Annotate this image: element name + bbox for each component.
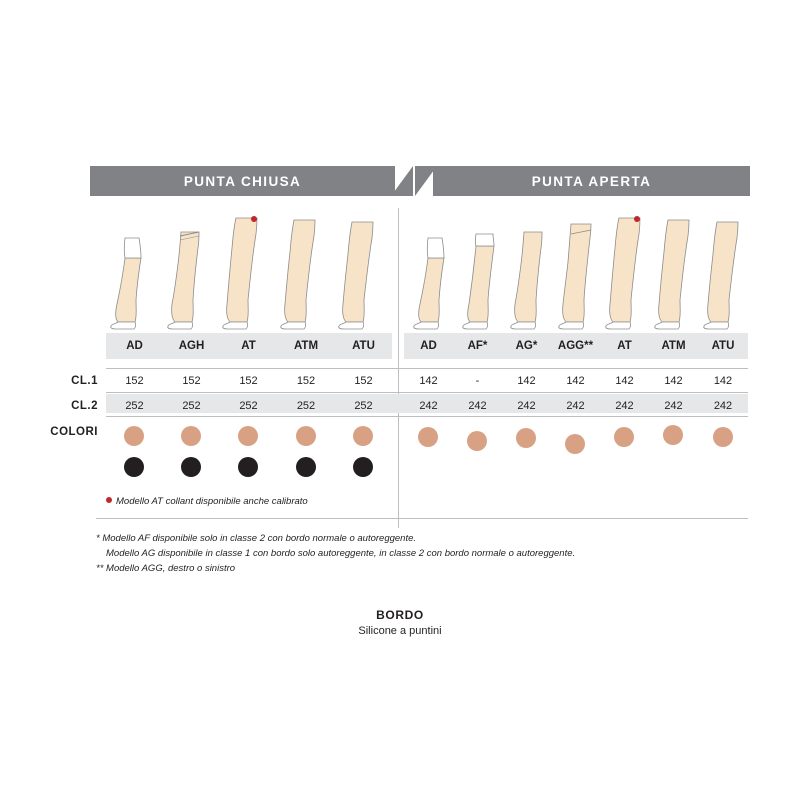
color-swatch-beige-at <box>238 426 258 446</box>
color-swatch-beige-agg <box>565 434 585 454</box>
row-label-colori: COLORI <box>50 426 98 438</box>
row-line-bottom <box>106 416 748 417</box>
code-header-af: AF* <box>467 340 488 352</box>
cl1-value-af: - <box>475 375 480 387</box>
row-line-mid <box>106 392 748 393</box>
cl2-value-atm-open: 242 <box>664 400 683 412</box>
cl2-value-ad: 252 <box>125 400 144 412</box>
leg-figure-atm <box>277 212 331 330</box>
leg-figure-atu <box>335 212 389 330</box>
footer-bordo <box>0 608 800 637</box>
cl1-value-at: 152 <box>239 375 258 387</box>
row-line-top <box>106 368 748 369</box>
cl1-value-atm: 152 <box>296 375 316 387</box>
note-at-collant <box>106 496 308 507</box>
code-header-ad-open: AD <box>420 340 437 352</box>
color-swatch-beige-at-open <box>614 427 634 447</box>
cl1-value-atu: 152 <box>354 375 373 387</box>
color-swatch-beige-atm <box>296 426 316 446</box>
leg-figure-atm-open <box>651 212 705 330</box>
cl1-value-at-open: 142 <box>615 375 634 387</box>
header-divider-slash <box>395 166 433 196</box>
cl1-value-agg: 142 <box>566 375 585 387</box>
cl2-value-af: 242 <box>468 400 487 412</box>
cl2-value-agh: 252 <box>182 400 201 412</box>
row-label-cl2: CL.2 <box>71 400 98 412</box>
notes-separator-line <box>96 518 748 519</box>
footnote-ag: Modello AG disponibile in classe 1 con bordo solo autoreggente, in classe 2 con bordo normale o autoreggente. <box>106 548 576 560</box>
cl1-value-agh: 152 <box>182 375 201 387</box>
cl2-value-at-open: 242 <box>615 400 634 412</box>
code-header-at-open: AT <box>617 340 632 352</box>
cl2-value-atu-open: 242 <box>713 400 733 412</box>
code-header-atm: ATM <box>293 340 319 352</box>
leg-figure-ag <box>504 212 558 330</box>
leg-figure-at-open <box>602 212 656 330</box>
leg-figure-ad-open <box>406 212 460 330</box>
footer-subtitle: Silicone a puntini <box>358 625 442 637</box>
cl1-value-ag: 142 <box>517 375 536 387</box>
cl2-value-agg: 242 <box>566 400 585 412</box>
code-header-agg: AGG** <box>557 340 594 352</box>
code-header-agh: AGH <box>178 340 205 352</box>
leg-figure-at <box>219 212 273 330</box>
cl1-value-atm-open: 142 <box>664 375 683 387</box>
color-swatch-beige-atu <box>353 426 373 446</box>
color-swatch-black-agh <box>181 457 201 477</box>
code-header-atu-open: ATU <box>711 340 735 352</box>
code-header-ag: AG* <box>515 340 538 352</box>
leg-figure-ad <box>103 212 157 330</box>
red-dot-icon <box>106 497 112 503</box>
color-swatch-beige-atm-open <box>663 425 683 445</box>
cl2-value-ag: 242 <box>517 400 536 412</box>
row-label-cl1: CL.1 <box>71 375 98 387</box>
cl1-value-ad: 152 <box>125 375 144 387</box>
color-swatch-black-atu <box>353 457 373 477</box>
leg-figure-atu-open <box>700 212 754 330</box>
color-swatch-beige-ad <box>124 426 144 446</box>
color-swatch-beige-af <box>467 431 487 451</box>
code-header-at: AT <box>241 340 256 352</box>
cl1-value-atu-open: 142 <box>713 375 733 387</box>
footnotes <box>96 531 736 577</box>
cl2-value-at: 252 <box>239 400 258 412</box>
section-headers <box>90 166 750 196</box>
footnote-af: * Modello AF disponibile solo in classe 2 con bordo normale o autoreggente. <box>96 533 417 544</box>
code-header-ad: AD <box>126 340 143 352</box>
code-header-atm-open: ATM <box>661 340 686 352</box>
cl2-value-atu: 252 <box>354 400 373 412</box>
leg-figure-agg <box>553 212 607 330</box>
cl2-value-ad-open: 242 <box>419 400 438 412</box>
footnote-agg: ** Modello AGG, destro o sinistro <box>96 563 236 575</box>
header-punta-aperta: PUNTA APERTA <box>433 166 750 196</box>
color-swatch-beige-atu-open <box>713 427 733 447</box>
color-swatch-black-ad <box>124 457 144 477</box>
cl1-value-ad-open: 142 <box>419 375 438 387</box>
footer-title: BORDO <box>376 608 424 622</box>
leg-figure-af <box>455 212 509 330</box>
color-swatch-black-atm <box>296 457 316 477</box>
color-swatch-beige-ag <box>516 428 536 448</box>
color-swatch-beige-ad-open <box>418 427 438 447</box>
header-punta-chiusa: PUNTA CHIUSA <box>90 166 395 196</box>
cl2-value-atm: 252 <box>296 400 316 412</box>
leg-figure-agh <box>161 212 215 330</box>
color-swatch-beige-agh <box>181 426 201 446</box>
note-at-text: Modello AT collant disponibile anche calibrato <box>116 496 308 507</box>
color-swatch-black-at <box>238 457 258 477</box>
code-header-atu: ATU <box>352 340 375 352</box>
